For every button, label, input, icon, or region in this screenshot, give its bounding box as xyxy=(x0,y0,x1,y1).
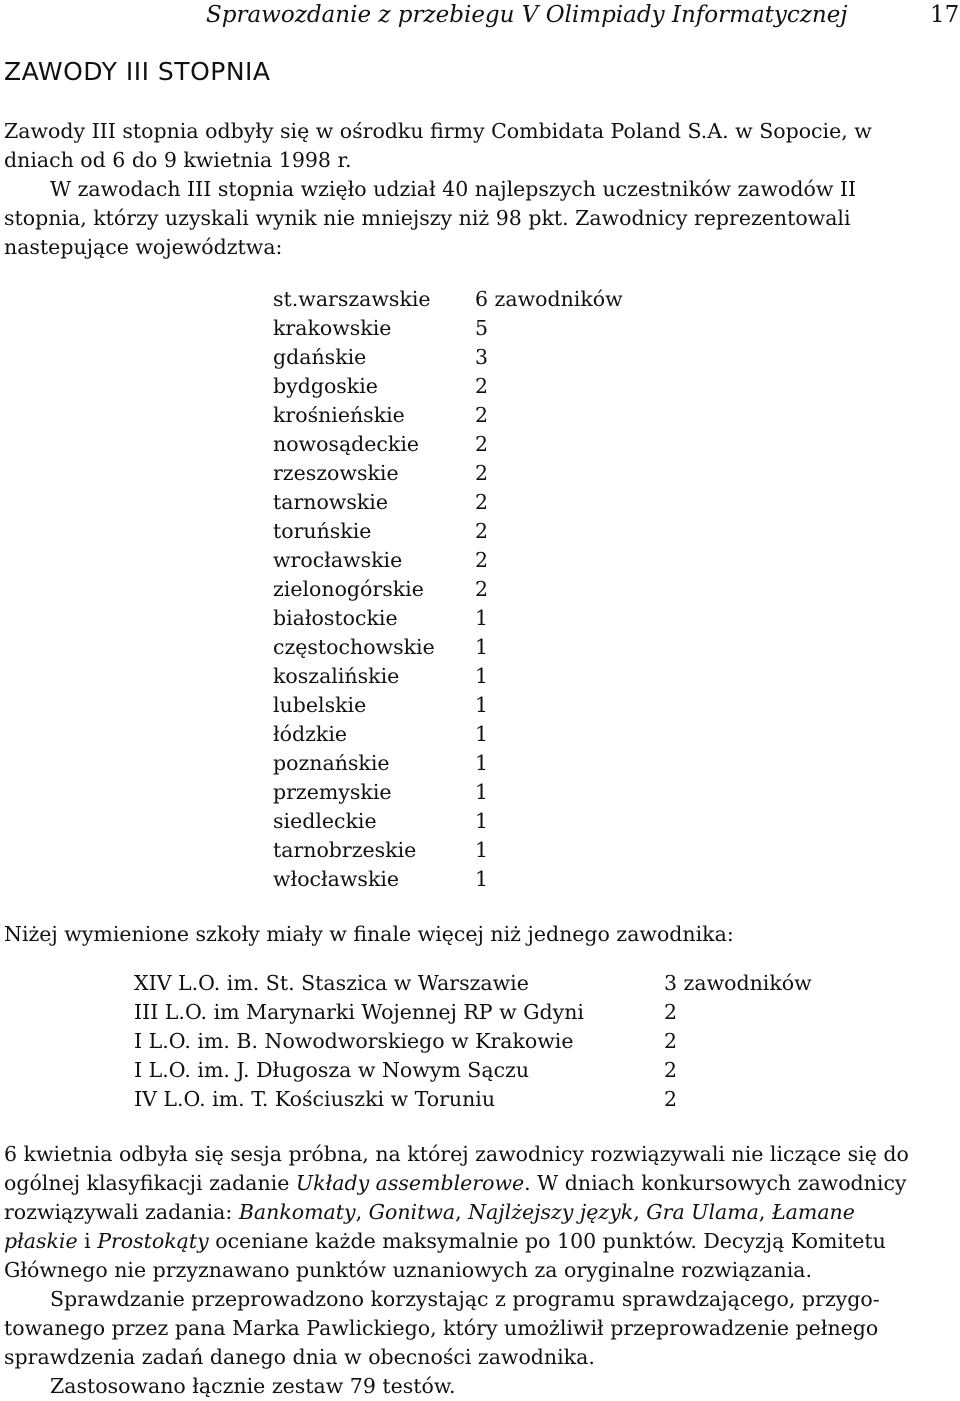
text-line: nastepujące województwa: xyxy=(4,235,283,259)
table-row xyxy=(134,1056,812,1085)
task-name: płaskie xyxy=(4,1229,78,1253)
task-name: Gra Ulama xyxy=(646,1200,759,1224)
table-row xyxy=(134,1085,812,1114)
participant-count: 1 xyxy=(475,722,489,746)
text-line: towanego przez pana Marka Pawlickiego, który umożliwił przeprowadzenie pełnego xyxy=(4,1316,879,1340)
text-line: Zastosowano łącznie zestaw 79 testów. xyxy=(50,1374,456,1398)
participant-count: 2 xyxy=(664,1058,678,1082)
intro-paragraph-1 xyxy=(4,117,896,175)
text-fragment: , xyxy=(758,1200,772,1224)
voivodeship-name: tarnowskie xyxy=(273,490,388,514)
participant-count: 2 xyxy=(475,548,489,572)
text-fragment: oceniane każde maksymalnie po 100 punktów. Decyzją Komitetu xyxy=(208,1229,886,1253)
text-line: Zawody III stopnia odbyły się w ośrodku firmy Combidata Poland S.A. w Sopocie, w xyxy=(4,119,872,143)
text-line: stopnia, którzy uzyskali wynik nie mniejszy niż 98 pkt. Zawodnicy reprezentowali xyxy=(4,206,851,230)
table-row xyxy=(273,372,623,401)
task-name: Łamane xyxy=(771,1200,855,1224)
table-row xyxy=(134,1027,812,1056)
voivodeship-name: częstochowskie xyxy=(273,635,435,659)
school-name: IV L.O. im. T. Kościuszki w Toruniu xyxy=(134,1087,496,1111)
voivodeship-name: nowosądeckie xyxy=(273,432,420,456)
voivodeship-name: toruńskie xyxy=(273,519,372,543)
task-name: Najlżejszy język xyxy=(468,1200,634,1224)
participant-count: 1 xyxy=(475,809,489,833)
voivodeship-name: łódzkie xyxy=(273,722,348,746)
voivodeship-name: tarnobrzeskie xyxy=(273,838,417,862)
table-row xyxy=(273,488,623,517)
voivodeship-name: wrocławskie xyxy=(273,548,403,572)
table-row xyxy=(273,749,623,778)
task-name: Prostokąty xyxy=(97,1229,209,1253)
voivodeship-table xyxy=(273,285,623,894)
table-row xyxy=(273,314,623,343)
text-fragment: ogólnej klasyfikacji zadanie xyxy=(4,1171,296,1195)
voivodeship-name: rzeszowskie xyxy=(273,461,399,485)
participant-count: 1 xyxy=(475,606,489,630)
table-row xyxy=(273,720,623,749)
participant-count: 1 xyxy=(475,780,489,804)
text-line xyxy=(4,1198,896,1227)
participant-count: 3 xyxy=(475,345,489,369)
task-name: Gonitwa xyxy=(368,1200,456,1224)
table-row xyxy=(273,865,623,894)
voivodeship-name: zielonogórskie xyxy=(273,577,424,601)
table-row xyxy=(134,969,812,998)
voivodeship-name: gdańskie xyxy=(273,345,367,369)
voivodeship-name: włocławskie xyxy=(273,867,400,891)
schools-intro xyxy=(4,920,896,949)
voivodeship-name: bydgoskie xyxy=(273,374,378,398)
table-row xyxy=(273,459,623,488)
text-fragment: , xyxy=(355,1200,369,1224)
text-fragment: i xyxy=(77,1229,98,1253)
participant-count: 6 zawodników xyxy=(475,287,623,311)
table-row xyxy=(273,662,623,691)
schools-table xyxy=(134,969,812,1114)
closing-paragraph xyxy=(4,1140,909,1401)
school-name: XIV L.O. im. St. Staszica w Warszawie xyxy=(134,971,529,995)
text-line xyxy=(4,1227,896,1256)
participant-count: 1 xyxy=(475,838,489,862)
intro-paragraph-2 xyxy=(4,175,896,262)
voivodeship-name: st.warszawskie xyxy=(273,287,431,311)
voivodeship-name: siedleckie xyxy=(273,809,377,833)
text-line: 6 kwietnia odbyła się sesja próbna, na której zawodnicy rozwiązywali nie liczące się do xyxy=(4,1142,909,1166)
school-name: I L.O. im. J. Długosza w Nowym Sączu xyxy=(134,1058,530,1082)
voivodeship-name: poznańskie xyxy=(273,751,390,775)
table-row xyxy=(273,343,623,372)
text-line xyxy=(4,1169,907,1198)
participant-count: 1 xyxy=(475,751,489,775)
participant-count: 2 xyxy=(475,461,489,485)
table-row xyxy=(273,546,623,575)
text-line: Niżej wymienione szkoły miały w finale więcej niż jednego zawodnika: xyxy=(4,922,734,946)
participant-count: 1 xyxy=(475,867,489,891)
table-row xyxy=(273,691,623,720)
participant-count: 3 zawodników xyxy=(664,971,812,995)
text-fragment: rozwiązywali zadania: xyxy=(4,1200,239,1224)
page-number: 17 xyxy=(930,2,960,28)
table-row xyxy=(273,575,623,604)
voivodeship-name: krośnieńskie xyxy=(273,403,405,427)
text-line: sprawdzenia zadań danego dnia w obecności zawodnika. xyxy=(4,1345,595,1369)
table-row xyxy=(273,836,623,865)
table-row xyxy=(134,998,812,1027)
text-line: dniach od 6 do 9 kwietnia 1998 r. xyxy=(4,148,352,172)
text-fragment: , xyxy=(455,1200,469,1224)
participant-count: 1 xyxy=(475,693,489,717)
text-line: Sprawdzanie przeprowadzono korzystając z programu sprawdzającego, przygo- xyxy=(50,1287,880,1311)
table-row xyxy=(273,633,623,662)
school-name: III L.O. im Marynarki Wojennej RP w Gdyni xyxy=(134,1000,584,1024)
participant-count: 2 xyxy=(475,490,489,514)
table-row xyxy=(273,285,623,314)
school-name: I L.O. im. B. Nowodworskiego w Krakowie xyxy=(134,1029,574,1053)
participant-count: 1 xyxy=(475,635,489,659)
voivodeship-name: koszalińskie xyxy=(273,664,400,688)
table-row xyxy=(273,604,623,633)
participant-count: 2 xyxy=(664,1029,678,1053)
running-title: Sprawozdanie z przebiegu V Olimpiady Informatycznej xyxy=(206,2,848,28)
participant-count: 2 xyxy=(475,519,489,543)
text-fragment: , xyxy=(633,1200,647,1224)
table-row xyxy=(273,778,623,807)
table-row xyxy=(273,807,623,836)
task-name: Układy assemblerowe xyxy=(295,1171,525,1195)
voivodeship-name: krakowskie xyxy=(273,316,392,340)
participant-count: 2 xyxy=(475,432,489,456)
table-row xyxy=(273,430,623,459)
participant-count: 2 xyxy=(475,577,489,601)
participant-count: 2 xyxy=(475,403,489,427)
text-line: W zawodach III stopnia wzięło udział 40 najlepszych uczestników zawodów II xyxy=(50,177,857,201)
text-fragment: . W dniach konkursowych zawodnicy xyxy=(524,1171,907,1195)
table-row xyxy=(273,517,623,546)
voivodeship-name: przemyskie xyxy=(273,780,392,804)
participant-count: 1 xyxy=(475,664,489,688)
voivodeship-name: lubelskie xyxy=(273,693,367,717)
participant-count: 5 xyxy=(475,316,489,340)
section-title: ZAWODY III STOPNIA xyxy=(4,57,271,86)
task-name: Bankomaty xyxy=(238,1200,356,1224)
participant-count: 2 xyxy=(664,1000,678,1024)
participant-count: 2 xyxy=(475,374,489,398)
table-row xyxy=(273,401,623,430)
participant-count: 2 xyxy=(664,1087,678,1111)
voivodeship-name: białostockie xyxy=(273,606,398,630)
text-line: Głównego nie przyznawano punktów uznaniowych za oryginalne rozwiązania. xyxy=(4,1258,813,1282)
